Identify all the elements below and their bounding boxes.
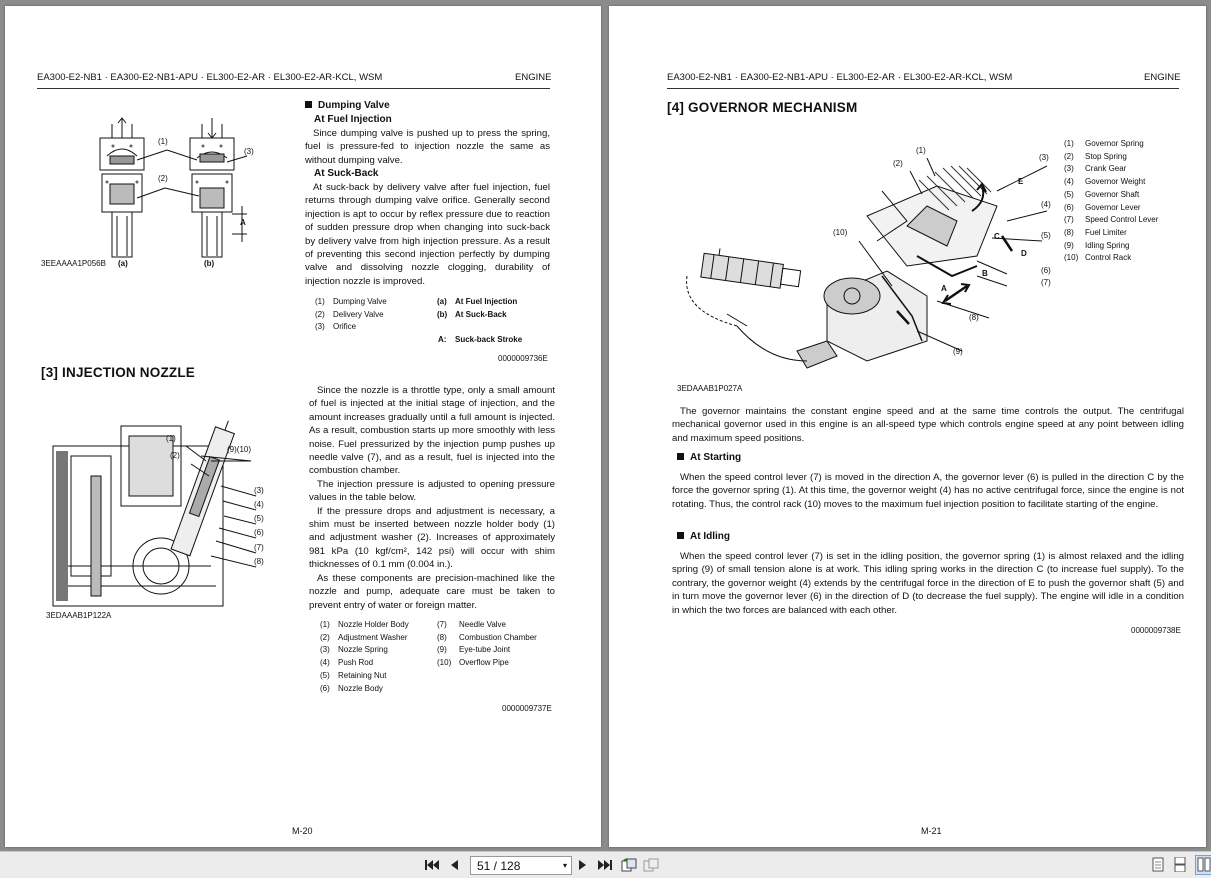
two-page-view-button[interactable] xyxy=(1195,855,1211,875)
legend-item: (1) Dumping Valve xyxy=(315,297,387,306)
gov-callout-d: D xyxy=(1021,249,1027,258)
at-starting-text: When the speed control lever (7) is moved in the direction A, the governor lever (6) is pulled in the direction C by the force the governor spring (1). At this time, the governor weight (4) has no active centrifugal force, since the engine is not rotating. Thus, the control rack (10) moves to the maximum fuel injection position to facilitate starting of the engine. xyxy=(672,472,1184,510)
first-page-button[interactable] xyxy=(424,857,440,873)
dumping-valve-figure xyxy=(37,116,267,276)
nozzle-callout-5: (5) xyxy=(254,514,264,523)
previous-page-button[interactable] xyxy=(446,857,462,873)
legend-item: (1) Governor Spring xyxy=(1064,139,1144,148)
two-page-icon xyxy=(1197,857,1211,872)
nozzle-callout-1: (1) xyxy=(166,434,176,443)
at-idling-title: At Idling xyxy=(677,531,730,542)
legend-item: (8) Fuel Limiter xyxy=(1064,227,1127,237)
forward-view-icon xyxy=(643,858,659,872)
nozzle-legend-right xyxy=(437,619,562,670)
legend-item: (6) Nozzle Body xyxy=(320,683,383,693)
document-page-left xyxy=(5,6,601,847)
fig1-callout-3: (3) xyxy=(244,147,254,156)
gov-callout-8: (8) xyxy=(969,313,979,322)
legend-item: (5) Retaining Nut xyxy=(320,670,387,680)
page-number-right: M-21 xyxy=(921,826,942,836)
gov-callout-c: C xyxy=(994,232,1000,241)
gov-callout-9: (9) xyxy=(953,347,963,356)
legend-item: (2) Adjustment Washer xyxy=(320,632,408,642)
at-idling-text: When the speed control lever (7) is set in the idling position, the governor spring (1) is almost relaxed and the idling spring (9) of small tension alone is at work. This idling spring works in the direction C (to increase fuel supply). To the contrary, the governor weight (4) extends by the centrifugal force in the direction of E to push the governor shaft (5) and in turn move the governor lever (6) in the direction of D (to decrease the fuel supply). The engine will idle in a condition in which the two forces are balanced with each other. xyxy=(672,551,1184,616)
fig1-label-a: (a) xyxy=(118,259,128,268)
nozzle-body-text: Since the nozzle is a throttle type, only a small amount of fuel is injected at the initial stage of injection, and the amount increases gradually until a full amount is injected. As a result, combustion starts up more smoothly with less noise. Fuel pressurized by the injection pump pushes up needle valve (7), and as a result, fuel is injected into the combustion chamber. The injection pressure is adjusted to opening pressure values in the table below. If the pressure drops and adjustment is necessary, a shim must be inserted between nozzle holder body (1) and adjustment washer (2). Increases of approximately 981 kPa (10 kgf/cm², 142 psi) will occur with shim thicknesses of 0.1 mm (0.004 in.). As these components are precision-machined like the nozzle and pump, adequate care must be taken to prevent entry of water or foreign matter. xyxy=(309,385,555,611)
page-indicator: 51 / 128 xyxy=(477,858,521,873)
legend-item: (4) Push Rod xyxy=(320,658,374,668)
page-header-models: EA300-E2-NB1 · EA300-E2-NB1-APU · EL300-E2-AR · EL300-E2-AR-KCL, WSM xyxy=(667,72,1013,83)
gov-callout-e: E xyxy=(1018,177,1024,186)
single-page-icon xyxy=(1152,857,1164,872)
gov-callout-10: (10) xyxy=(833,228,848,237)
last-page-button[interactable] xyxy=(597,857,613,873)
governor-figure xyxy=(677,146,1057,376)
fig1-label-b: (b) xyxy=(204,259,215,268)
nozzle-callout-6: (6) xyxy=(254,528,264,537)
dumping-legend-left xyxy=(315,296,435,334)
viewer-toolbar xyxy=(0,851,1211,878)
dropdown-arrow-icon: ▾ xyxy=(562,861,567,870)
dumping-valve-title: Dumping Valve xyxy=(305,100,390,111)
at-starting-title: At Starting xyxy=(677,452,741,463)
nozzle-callout-3: (3) xyxy=(254,486,264,495)
page-number-left: M-20 xyxy=(292,826,313,836)
nozzle-callout-7: (7) xyxy=(254,543,264,552)
legend-item: (4) Governor Weight xyxy=(1064,177,1146,187)
bullet-square-icon xyxy=(305,101,312,108)
legend-item: (2) Stop Spring xyxy=(1064,151,1127,161)
governor-title: [4] GOVERNOR MECHANISM xyxy=(667,100,858,115)
legend-item: (a) At Fuel Injection xyxy=(437,297,518,306)
gov-callout-7: (7) xyxy=(1041,278,1051,287)
injection-nozzle-title: [3] INJECTION NOZZLE xyxy=(41,365,196,380)
gov-callout-5: (5) xyxy=(1041,231,1051,240)
page-header-section: ENGINE xyxy=(515,72,552,83)
dumping-valve-para1: Since dumping valve is pushed up to press the spring, fuel is pressure-fed to injection nozzle the same as without dumping valve. xyxy=(305,128,550,166)
page-header-section: ENGINE xyxy=(1144,72,1181,83)
legend-item: (8) Combustion Chamber xyxy=(437,632,537,642)
next-page-icon xyxy=(578,859,588,871)
legend-item: (9) Idling Spring xyxy=(1064,240,1130,250)
legend-item: (7) Speed Control Lever xyxy=(1064,215,1159,225)
dumping-legend-a: A: Suck-back Stroke xyxy=(438,335,523,344)
legend-item: (b) At Suck-Back xyxy=(437,309,507,319)
gov-callout-2: (2) xyxy=(893,159,903,168)
legend-item: (10) Overflow Pipe xyxy=(437,658,509,668)
gov-callout-6: (6) xyxy=(1041,266,1051,275)
header-rule xyxy=(37,88,550,89)
last-page-icon xyxy=(598,859,612,871)
governor-legend xyxy=(1064,138,1194,265)
legend-item: (7) Needle Valve xyxy=(437,620,506,629)
nozzle-code: 0000009737E xyxy=(502,704,552,713)
governor-fig-code: 3EDAAAB1P027A xyxy=(677,384,743,393)
page-number-select[interactable] xyxy=(470,856,572,875)
nozzle-callout-9-10: (9)(10) xyxy=(227,445,252,454)
dumping-valve-code: 0000009736E xyxy=(498,354,548,363)
nozzle-callout-4: (4) xyxy=(254,500,264,509)
legend-item: (6) Governor Lever xyxy=(1064,202,1141,212)
governor-code: 0000009738E xyxy=(1131,626,1181,635)
page-header-models: EA300-E2-NB1 · EA300-E2-NB1-APU · EL300-E2-AR · EL300-E2-AR-KCL, WSM xyxy=(37,72,383,83)
gov-callout-a: A xyxy=(941,284,947,293)
legend-item: (5) Governor Shaft xyxy=(1064,189,1140,199)
legend-item: (1) Nozzle Holder Body xyxy=(320,620,409,629)
nozzle-callout-2: (2) xyxy=(170,451,180,460)
header-rule xyxy=(667,88,1179,89)
go-back-view-button[interactable] xyxy=(621,857,637,873)
back-view-icon xyxy=(621,858,637,872)
nozzle-callout-8: (8) xyxy=(254,557,264,566)
document-page-right xyxy=(609,6,1206,847)
legend-item: (9) Eye-tube Joint xyxy=(437,645,511,655)
gov-callout-b: B xyxy=(982,269,988,278)
fig1-caption-code: 3EEAAAA1P056B xyxy=(41,259,106,268)
gov-callout-1: (1) xyxy=(916,146,926,155)
go-forward-view-button[interactable] xyxy=(643,857,659,873)
legend-item: (10) Control Rack xyxy=(1064,253,1132,263)
gov-callout-3: (3) xyxy=(1039,153,1049,162)
dumping-valve-sub1: At Fuel Injection xyxy=(314,114,392,125)
dumping-valve-sub2: At Suck-Back xyxy=(314,168,379,179)
continuous-page-icon xyxy=(1174,857,1186,872)
bullet-square-icon xyxy=(677,453,684,460)
single-page-view-button[interactable] xyxy=(1152,857,1166,873)
dumping-valve-para2: At suck-back by delivery valve after fuel injection, fuel returns through dumping valve orifice. Generally second injection is apt to occur by reflex pressure due to reaction of sudden pressure drop when changing into suck-back by delivery valve from high injection pressure. As a result of preventing this second injection perfectly by dumping valve and dissolving nozzle clogging, durability of injection nozzle is improved. xyxy=(305,182,550,287)
continuous-view-button[interactable] xyxy=(1174,857,1188,873)
next-page-button[interactable] xyxy=(575,857,591,873)
nozzle-legend-left xyxy=(320,619,445,695)
gov-callout-4: (4) xyxy=(1041,200,1051,209)
bullet-square-icon xyxy=(677,532,684,539)
first-page-icon xyxy=(425,859,439,871)
legend-item: (3) Orifice xyxy=(315,322,357,332)
nozzle-fig-code: 3EDAAAB1P122A xyxy=(46,611,112,620)
fig1-callout-a: A xyxy=(240,218,246,227)
legend-item: (3) Nozzle Spring xyxy=(320,645,388,655)
fig1-callout-1: (1) xyxy=(158,137,168,146)
dumping-legend-right xyxy=(437,296,557,321)
legend-item: (3) Crank Gear xyxy=(1064,164,1127,174)
legend-item: (2) Delivery Valve xyxy=(315,309,384,319)
previous-page-icon xyxy=(449,859,459,871)
governor-intro: The governor maintains the constant engine speed and at the same time controls the output. The centrifugal mechanical governor used in this engine is an all-speed type which controls engine speed at any point between idling and maximum speed positions. xyxy=(672,406,1184,444)
fig1-callout-2: (2) xyxy=(158,174,168,183)
